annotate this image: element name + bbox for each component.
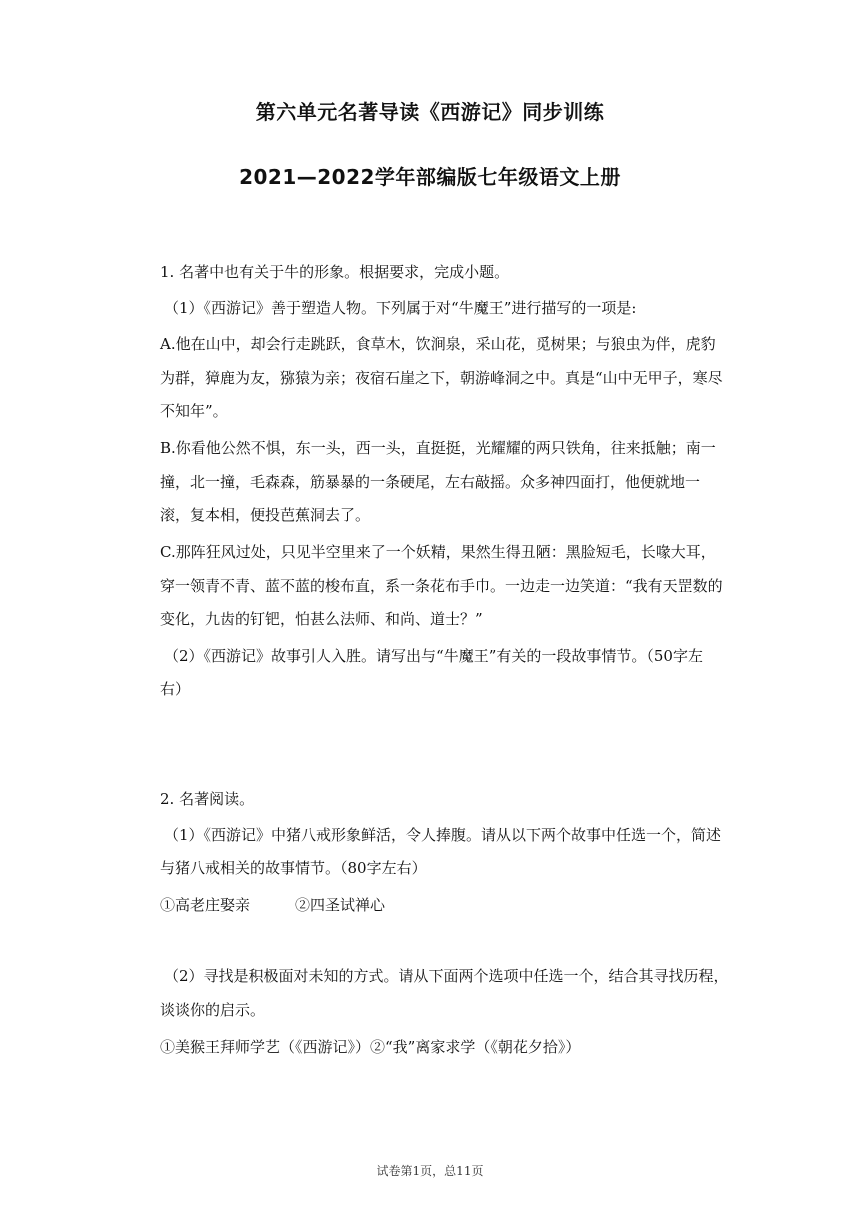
question-2-part-2-line-2: 谈谈你的启示。: [160, 1001, 266, 1019]
page-subtitle: 2021—2022学年部编版七年级语文上册: [239, 165, 621, 189]
page-title: 第六单元名著导读《西游记》同步训练: [255, 100, 605, 124]
question-2-stem: 2. 名著阅读。: [160, 790, 255, 808]
question-1-part-1: （1）《西游记》善于塑造人物。下列属于对“牛魔王”进行描写的一项是:: [164, 299, 637, 317]
option-a-line-2: 为群，獐鹿为友，猕猿为亲；夜宿石崖之下，朝游峰洞之中。真是“山中无甲子，寒尽: [160, 369, 723, 387]
page-footer: 试卷第1页，总11页: [376, 1164, 484, 1178]
option-b-line-1: B.你看他公然不惧，东一头，西一头，直挺挺，光耀耀的两只铁角，往来抵触；南一: [160, 439, 716, 457]
option-b-line-3: 滚，复本相，便投芭蕉洞去了。: [160, 506, 371, 524]
question-1-stem: 1. 名著中也有关于牛的形象。根据要求，完成小题。: [160, 263, 510, 281]
option-c-line-1: C.那阵狂风过处，只见半空里来了一个妖精，果然生得丑陋：黑脸短毛，长喙大耳，: [160, 543, 716, 561]
question-1-part-2-line-2: 右）: [160, 680, 191, 698]
question-2-part-1-options: ①高老庄娶亲 ②四圣试禅心: [160, 896, 386, 914]
option-b-line-2: 撞，北一撞，毛森森，筋暴暴的一条硬尾，左右敲摇。众多神四面打，他便就地一: [160, 473, 701, 491]
question-2-part-2-options: ①美猴王拜师学艺（《西游记》）②“我”离家求学（《朝花夕拾》）: [160, 1038, 581, 1056]
question-2-part-1-line-2: 与猪八戒相关的故事情节。（80字左右）: [160, 859, 427, 877]
question-2-part-1-line-1: （1）《西游记》中猪八戒形象鲜活，令人捧腹。请从以下两个故事中任选一个，简述: [164, 826, 722, 844]
option-c-line-2: 穿一领青不青、蓝不蓝的梭布直，系一条花布手巾。一边走一边笑道：“我有天罡数的: [160, 577, 723, 595]
option-a-line-1: A.他在山中，却会行走跳跃，食草木，饮涧泉，采山花，觅树果；与狼虫为伴，虎豹: [160, 335, 716, 353]
question-1-part-2-line-1: （2）《西游记》故事引人入胜。请写出与“牛魔王”有关的一段故事情节。（50字左: [164, 647, 703, 665]
option-a-line-3: 不知年”。: [160, 402, 228, 420]
option-c-line-3: 变化，九齿的钉钯，怕甚么法师、和尚、道士？”: [160, 610, 483, 628]
question-2-part-2-line-1: （2）寻找是积极面对未知的方式。请从下面两个选项中任选一个，结合其寻找历程，: [164, 967, 729, 985]
